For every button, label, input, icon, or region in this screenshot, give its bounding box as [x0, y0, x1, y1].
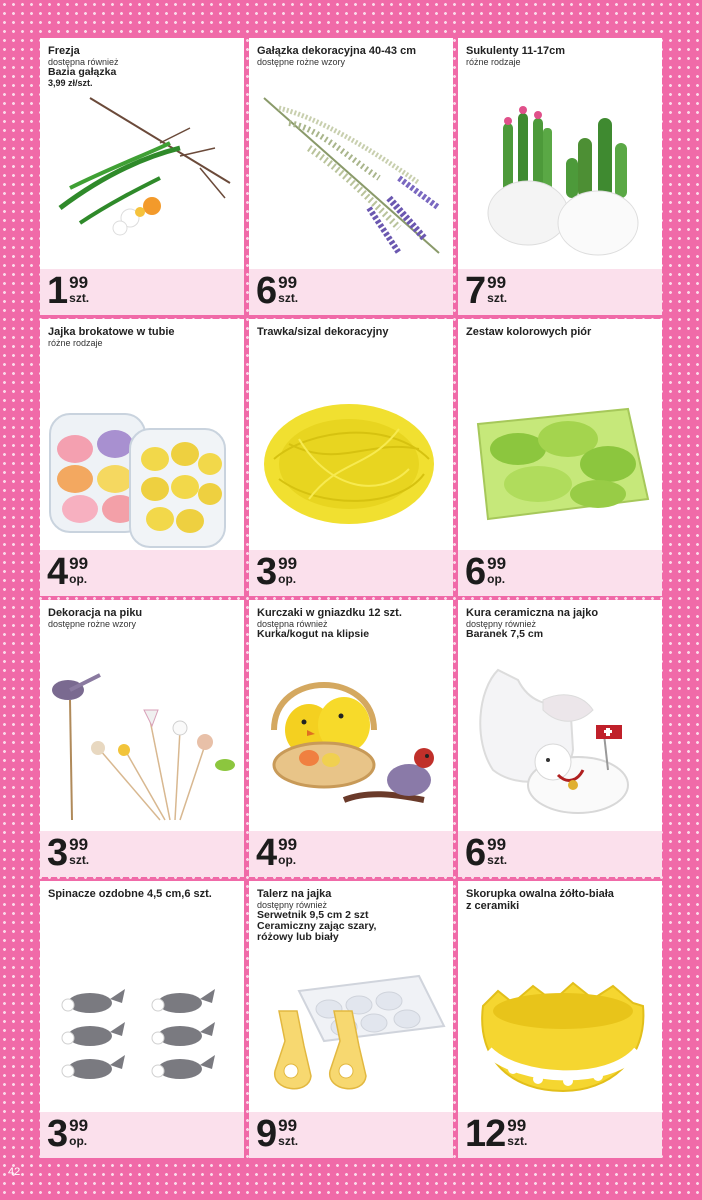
- price-integer: 1: [47, 270, 68, 312]
- price-decimal: 99: [507, 1116, 527, 1135]
- product-name: Jajka brokatowe w tubie: [48, 326, 175, 338]
- product-card[interactable]: [40, 319, 244, 596]
- price-per: szt.: [507, 1134, 528, 1148]
- product-header: [466, 607, 656, 640]
- product-subtitle: dostępna również: [257, 619, 328, 629]
- price-tag: [465, 553, 506, 591]
- product-unit-price: 3,99 zł/szt.: [48, 78, 93, 88]
- price-bar: [249, 1112, 453, 1158]
- bunny-clips-icon: [40, 931, 244, 1112]
- price-per: op.: [278, 853, 297, 867]
- price-integer: 4: [47, 551, 68, 593]
- price-bar: [249, 831, 453, 877]
- product-card[interactable]: [249, 600, 453, 877]
- price-decimal: 99: [487, 835, 507, 854]
- price-decimal: 99: [69, 554, 89, 573]
- product-header: [48, 888, 238, 900]
- product-header: [48, 326, 238, 348]
- price-integer: 7: [465, 270, 486, 312]
- price-per: op.: [278, 572, 297, 586]
- price-tag: [47, 553, 88, 591]
- price-integer: 6: [465, 551, 486, 593]
- price-decimal: 99: [278, 835, 298, 854]
- price-decimal: 99: [278, 1116, 298, 1135]
- product-header: [257, 607, 447, 640]
- price-decimal: 99: [69, 835, 89, 854]
- product-name: Kurczaki w gniazdku 12 szt.: [257, 607, 402, 619]
- price-integer: 9: [256, 1113, 277, 1155]
- price-per: szt.: [69, 291, 90, 305]
- product-card[interactable]: [458, 38, 662, 315]
- price-bar: [249, 269, 453, 315]
- product-card[interactable]: [40, 600, 244, 877]
- product-name: Trawka/sizal dekoracyjny: [257, 326, 389, 338]
- price-per: szt.: [69, 853, 90, 867]
- product-variant: Serwetnik 9,5 cm 2 szt: [257, 909, 369, 921]
- product-header: [48, 607, 238, 629]
- lavender-branch-icon: [249, 88, 453, 269]
- price-tag: [47, 834, 89, 872]
- product-card[interactable]: [249, 881, 453, 1158]
- decoration-picks-icon: [40, 650, 244, 831]
- price-tag: [465, 1115, 527, 1153]
- product-header: [257, 326, 447, 338]
- product-grid: [40, 38, 662, 1159]
- product-name: Skorupka owalna żółto-biała: [466, 888, 614, 900]
- product-card[interactable]: [458, 319, 662, 596]
- product-header: [466, 326, 656, 338]
- product-subtitle: dostępna również: [48, 57, 119, 67]
- price-integer: 3: [256, 551, 277, 593]
- product-variant-detail: Ceramiczny zając szary,: [257, 920, 377, 932]
- product-variant: Baranek 7,5 cm: [466, 628, 544, 640]
- product-name: Sukulenty 11-17cm: [466, 45, 566, 57]
- eggshell-bowl-icon: [458, 931, 662, 1112]
- product-variant: Bazia gałązka: [48, 66, 117, 78]
- product-name: Spinacze ozdobne 4,5 cm,6 szt.: [48, 888, 212, 900]
- price-decimal: 99: [278, 554, 298, 573]
- product-subtitle: dostępne rożne wzory: [257, 57, 346, 67]
- succulent-pots-icon: [458, 88, 662, 269]
- price-tag: [465, 834, 507, 872]
- price-bar: [458, 269, 662, 315]
- product-subtitle: różne rodzaje: [466, 57, 521, 67]
- product-name: Gałązka dekoracyjna 40-43 cm: [257, 45, 416, 57]
- price-per: op.: [487, 572, 506, 586]
- product-card[interactable]: [249, 38, 453, 315]
- product-card[interactable]: [458, 881, 662, 1158]
- product-subtitle: dostępny również: [466, 619, 537, 629]
- price-decimal: 99: [278, 273, 298, 292]
- price-decimal: 99: [487, 554, 507, 573]
- product-subtitle: dostępne rożne wzory: [48, 619, 137, 629]
- product-card[interactable]: [458, 600, 662, 877]
- product-header: [257, 45, 447, 67]
- price-per: szt.: [278, 1134, 299, 1148]
- price-tag: [47, 1115, 88, 1153]
- price-bar: [458, 831, 662, 877]
- price-bar: [249, 550, 453, 596]
- price-integer: 12: [465, 1113, 506, 1155]
- product-name: Frezja: [48, 45, 80, 57]
- price-integer: 6: [465, 832, 486, 874]
- product-name-line-2: z ceramiki: [466, 900, 520, 912]
- product-header: [48, 45, 238, 89]
- product-name: Zestaw kolorowych piór: [466, 326, 592, 338]
- sisal-nest-icon: [249, 369, 453, 550]
- price-per: op.: [69, 572, 88, 586]
- price-integer: 4: [256, 832, 277, 874]
- egg-plate-bunnies-icon: [249, 931, 453, 1112]
- price-integer: 6: [256, 270, 277, 312]
- price-decimal: 99: [487, 273, 507, 292]
- price-bar: [458, 550, 662, 596]
- product-subtitle: różne rodzaje: [48, 338, 103, 348]
- price-tag: [47, 272, 89, 310]
- price-bar: [40, 1112, 244, 1158]
- price-decimal: 99: [69, 273, 89, 292]
- product-variant-detail: różowy lub biały: [257, 931, 339, 943]
- product-name: Talerz na jajka: [257, 888, 332, 900]
- price-bar: [40, 831, 244, 877]
- product-header: [466, 45, 656, 67]
- price-per: op.: [69, 1134, 88, 1148]
- price-per: szt.: [487, 853, 508, 867]
- price-tag: [256, 553, 297, 591]
- product-header: [466, 888, 656, 912]
- product-card[interactable]: [249, 319, 453, 596]
- product-card[interactable]: [40, 881, 244, 1158]
- price-tag: [256, 834, 297, 872]
- price-integer: 3: [47, 1113, 68, 1155]
- glitter-eggs-tube-icon: [40, 369, 244, 550]
- price-tag: [256, 1115, 298, 1153]
- price-tag: [256, 272, 298, 310]
- price-integer: 3: [47, 832, 68, 874]
- ceramic-hen-lamb-icon: [458, 650, 662, 831]
- feathers-box-icon: [458, 369, 662, 550]
- product-name: Dekoracja na piku: [48, 607, 143, 619]
- price-bar: [458, 1112, 662, 1158]
- product-variant: Kurka/kogut na klipsie: [257, 628, 370, 640]
- page-number: 42: [8, 1166, 21, 1178]
- product-subtitle: dostępny również: [257, 900, 328, 910]
- product-name: Kura ceramiczna na jajko: [466, 607, 599, 619]
- price-per: szt.: [487, 291, 508, 305]
- price-per: szt.: [278, 291, 299, 305]
- product-card[interactable]: [40, 38, 244, 315]
- freesia-branch-icon: [40, 88, 244, 269]
- price-bar: [40, 550, 244, 596]
- price-decimal: 99: [69, 1116, 89, 1135]
- price-bar: [40, 269, 244, 315]
- price-tag: [465, 272, 507, 310]
- chicks-basket-icon: [249, 650, 453, 831]
